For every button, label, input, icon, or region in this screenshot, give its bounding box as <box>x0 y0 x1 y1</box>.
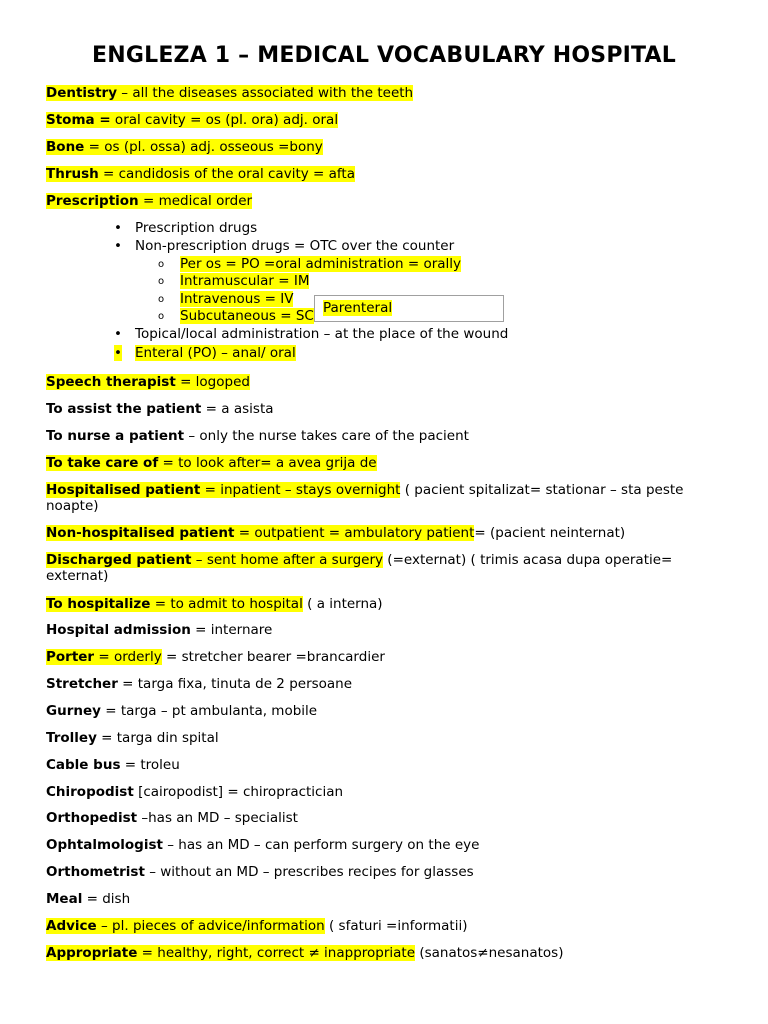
entry-bone <box>46 139 323 155</box>
term: Bone <box>46 139 85 155</box>
definition-highlight: – pl. pieces of advice/information <box>96 918 325 934</box>
term: Gurney <box>46 703 101 719</box>
circle-bullet-icon: o <box>158 294 165 305</box>
document-title: ENGLEZA 1 – MEDICAL VOCABULARY HOSPITAL <box>92 43 676 68</box>
definition: = internare <box>190 622 273 638</box>
bullet-text: Non-prescription drugs = OTC over the counter <box>135 238 455 254</box>
definition: = troleu <box>120 757 180 773</box>
definition: = targa fixa, tinuta de 2 persoane <box>117 676 353 692</box>
term: Discharged patient <box>46 552 192 568</box>
definition: = to look after= a avea grija de <box>158 455 377 471</box>
definition-highlight: – sent home after a surgery <box>191 552 384 568</box>
entry-chiropodist <box>46 784 343 800</box>
bullet-icon: • <box>114 238 122 254</box>
definition: = os (pl. ossa) adj. osseous =bony <box>84 139 323 155</box>
term: Chiropodist <box>46 784 134 800</box>
definition: ( a interna) <box>302 596 383 612</box>
bullet-text: Per os = PO =oral administration = orally <box>180 256 462 272</box>
definition: = dish <box>82 891 131 907</box>
entry-orthopedist <box>46 810 298 826</box>
term: Advice <box>46 918 97 934</box>
entry-thrush <box>46 166 355 182</box>
entry-trolley <box>46 730 219 746</box>
entry-non-hospitalised <box>46 525 625 541</box>
bullet-text: Subcutaneous = SC <box>180 308 314 324</box>
term: To nurse a patient <box>46 428 185 444</box>
entry-appropriate <box>46 945 563 961</box>
term: Ophtalmologist <box>46 837 163 853</box>
definition: –has an MD – specialist <box>137 810 298 826</box>
definition: (=externat) ( trimis acasa dupa operatie= externat) <box>46 552 673 584</box>
term: Speech therapist <box>46 374 176 390</box>
circle-bullet-icon: o <box>158 311 165 322</box>
term: Prescription <box>46 193 139 209</box>
entry-prescription <box>46 193 252 209</box>
entry-cable-bus <box>46 757 180 773</box>
term: Porter <box>46 649 95 665</box>
circle-bullet-icon: o <box>158 259 165 270</box>
entry-speech-therapist <box>46 374 250 390</box>
bullet-text: Intramuscular = IM <box>180 273 310 289</box>
circle-bullet-icon: o <box>158 276 165 287</box>
term: Hospital admission <box>46 622 191 638</box>
term: Thrush <box>46 166 99 182</box>
entry-discharged <box>46 552 716 584</box>
definition-highlight: = healthy, right, correct ≠ inappropriate <box>137 945 416 961</box>
definition: – without an MD – prescribes recipes for glasses <box>144 864 474 880</box>
term: Dentistry <box>46 85 118 101</box>
bullet-text: Prescription drugs <box>135 220 258 236</box>
definition: = targa – pt ambulanta, mobile <box>100 703 318 719</box>
entry-assist <box>46 401 274 417</box>
term: Stretcher <box>46 676 118 692</box>
definition: = stretcher bearer =brancardier <box>161 649 385 665</box>
definition: – has an MD – can perform surgery on the eye <box>162 837 480 853</box>
definition: oral cavity = os (pl. ora) adj. oral <box>110 112 339 128</box>
definition-highlight: = inpatient – stays overnight <box>200 482 401 498</box>
term: To hospitalize <box>46 596 151 612</box>
entry-gurney <box>46 703 317 719</box>
entry-take-care <box>46 455 377 471</box>
definition: = candidosis of the oral cavity = afta <box>98 166 355 182</box>
entry-hospitalize <box>46 596 383 612</box>
bullet-icon: • <box>114 326 122 342</box>
term: Stoma = <box>46 112 111 128</box>
entry-meal <box>46 891 130 907</box>
term: Meal <box>46 891 83 907</box>
definition: = medical order <box>138 193 253 209</box>
bullet-text: Topical/local administration – at the place of the wound <box>135 326 509 342</box>
term: Cable bus <box>46 757 121 773</box>
definition: = (pacient neinternat) <box>474 525 626 541</box>
definition: (sanatos≠nesanatos) <box>415 945 564 961</box>
term: To take care of <box>46 455 159 471</box>
definition: ( pacient spitalizat= stationar – sta peste noapte) <box>46 482 684 514</box>
entry-hospitalised <box>46 482 716 514</box>
entry-dentistry <box>46 85 413 101</box>
bullet-icon: • <box>114 220 122 236</box>
definition-highlight: = outpatient = ambulatory patient <box>234 525 475 541</box>
entry-porter <box>46 649 385 665</box>
definition-highlight: = to admit to hospital <box>150 596 303 612</box>
definition: = a asista <box>201 401 274 417</box>
term: To assist the patient <box>46 401 202 417</box>
term: Orthopedist <box>46 810 138 826</box>
bullet-text: Intravenous = IV <box>180 291 294 307</box>
term: Orthometrist <box>46 864 145 880</box>
term: Trolley <box>46 730 97 746</box>
definition: – only the nurse takes care of the pacient <box>184 428 469 444</box>
term: Non-hospitalised patient <box>46 525 235 541</box>
definition: [cairopodist] = chiropractician <box>133 784 344 800</box>
definition: = targa din spital <box>96 730 219 746</box>
parenteral-callout-box <box>314 295 504 322</box>
bullet-icon: • <box>114 345 122 361</box>
definition: – all the diseases associated with the teeth <box>117 85 414 101</box>
entry-stretcher <box>46 676 352 692</box>
definition: = logoped <box>175 374 250 390</box>
entry-advice <box>46 918 467 934</box>
entry-orthometrist <box>46 864 474 880</box>
entry-stoma <box>46 112 338 128</box>
definition-highlight: = orderly <box>94 649 162 665</box>
entry-ophtalmologist <box>46 837 479 853</box>
bullet-text: Enteral (PO) – anal/ oral <box>135 345 296 361</box>
definition: ( sfaturi =informatii) <box>324 918 468 934</box>
callout-text: Parenteral <box>323 300 393 316</box>
term: Hospitalised patient <box>46 482 201 498</box>
entry-admission <box>46 622 272 638</box>
entry-nurse <box>46 428 469 444</box>
term: Appropriate <box>46 945 138 961</box>
